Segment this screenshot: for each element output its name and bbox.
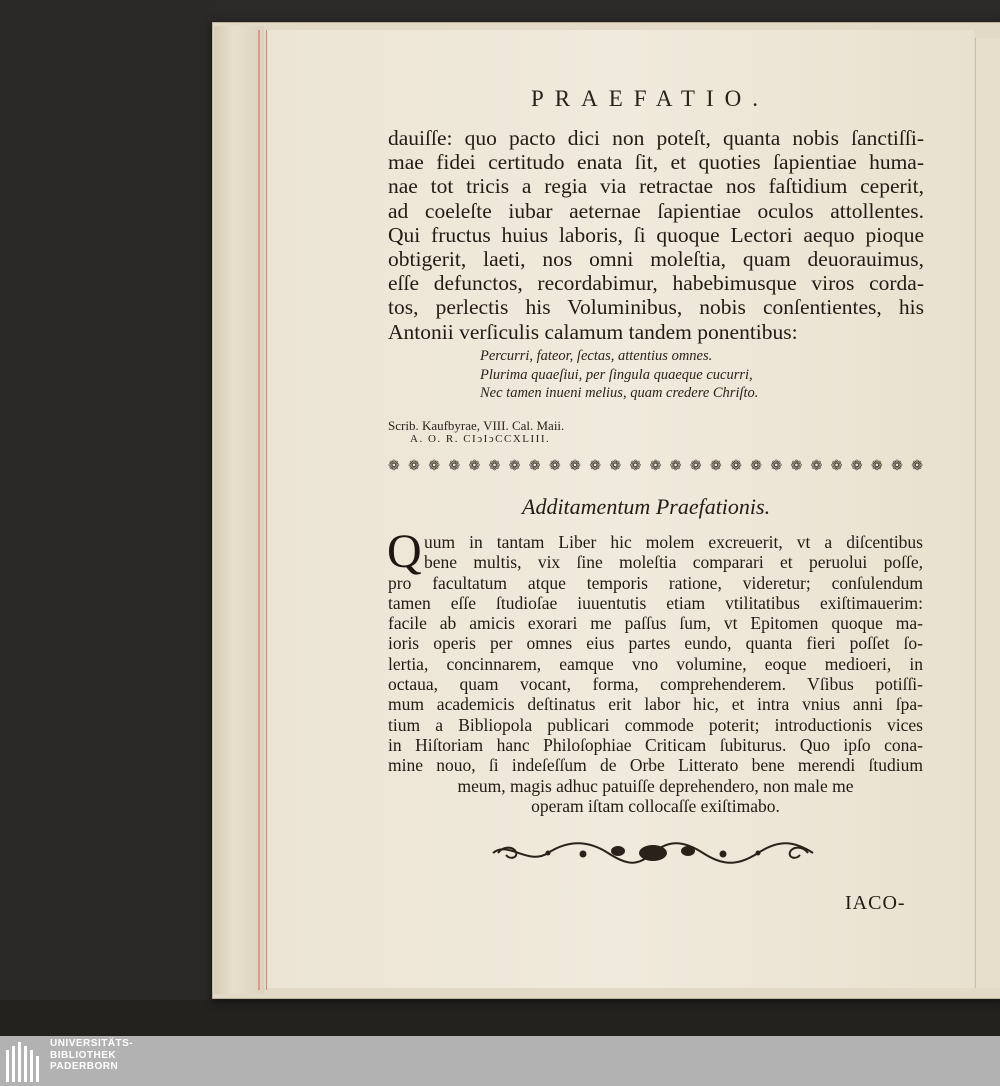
text-line: obtigerit, laeti, nos omni moleſtia, quam deuorauimus, xyxy=(388,247,924,272)
rosette-icon: ❁ xyxy=(448,459,461,474)
text-line: meum, magis adhuc patuiſſe deprehendero, non male me xyxy=(457,775,854,796)
text-line: dauiſſe: quo pacto dici non poteſt, quanta nobis ſanctiſſi- xyxy=(388,126,924,150)
rosette-icon: ❁ xyxy=(850,459,863,474)
rosette-icon: ❁ xyxy=(810,459,823,474)
library-footer-bar xyxy=(0,1036,1000,1086)
rosette-icon: ❁ xyxy=(891,459,903,474)
library-name-line: UNIVERSITÄTS- xyxy=(50,1038,134,1049)
rosette-icon: ❁ xyxy=(609,459,622,474)
text-line: Antonii verſiculis calamum tandem ponentibus: xyxy=(388,319,798,344)
library-logo-icon xyxy=(4,1042,46,1082)
running-header: PRAEFATIO. xyxy=(530,86,769,111)
library-name-line: PADERBORN xyxy=(50,1061,119,1072)
rosette-icon: ❁ xyxy=(830,459,843,474)
rosette-icon: ❁ xyxy=(528,459,541,474)
rosette-icon: ❁ xyxy=(649,459,662,474)
text-line: octaua, quam vocant, forma, comprehenderem. Vſibus potiſſi- xyxy=(388,674,923,695)
text-line: nae tot tricis a regia via retractae nos faſtidium ceperit, xyxy=(388,174,924,199)
library-name-line: BIBLIOTHEK xyxy=(50,1049,117,1061)
text-line: ioris operis per omnes eius partes eundo, quanta fieri poſſet ſo- xyxy=(388,633,923,654)
rosette-icon: ❁ xyxy=(468,459,481,474)
drop-cap: Q xyxy=(387,525,422,578)
rosette-divider xyxy=(388,458,923,475)
rosette-icon: ❁ xyxy=(508,459,521,474)
text-line: mae fidei certitudo enata ſit, et quoties ſapientiae huma- xyxy=(388,150,924,175)
text-line: facile ab amicis exorari me paſſus ſum, vt Epitomen quoque ma- xyxy=(388,613,923,634)
text-line: Qui fructus huius laboris, ſi quoque Lectori aequo pioque xyxy=(388,222,924,247)
rosette-icon: ❁ xyxy=(428,459,440,474)
text-line: ad coeleſte iubar aeternae ſapientiae oculos attollentes. xyxy=(388,198,924,223)
preface-paragraph xyxy=(388,126,924,344)
text-line: mine nouo, ſi indeſeſſum de Orbe Litterato bene merendi ſtudium xyxy=(388,755,923,776)
section-title: Additamentum Praefationis. xyxy=(522,494,771,519)
margin-rule xyxy=(258,30,260,990)
verse-line: Nec tamen inueni melius, quam credere Chriſto. xyxy=(480,385,759,402)
rosette-icon: ❁ xyxy=(871,459,883,474)
facing-page-edge xyxy=(975,38,1000,988)
rosette-icon: ❁ xyxy=(770,459,783,474)
page-edges xyxy=(214,26,264,994)
text-line: operam iſtam collocaſſe exiſtimabo. xyxy=(531,795,780,816)
rosette-icon: ❁ xyxy=(790,459,803,474)
catchword: IACO- xyxy=(845,892,906,914)
rosette-icon: ❁ xyxy=(710,459,722,474)
rosette-icon: ❁ xyxy=(388,459,400,474)
text-line: bene multis, vix ſine moleſtia comparari et peruolui poſſe, xyxy=(424,552,923,573)
ornament-vignette xyxy=(488,838,818,868)
text-line: tos, perlectis his Voluminibus, nobis conſentientes, his xyxy=(388,295,924,320)
verse-line: Percurri, fateor, ſectas, attentius omnes. xyxy=(480,348,713,364)
text-line: tamen eſſe ſtudioſae iuuentutis etiam vtilitatibus exiſtimauerim: xyxy=(388,592,923,613)
dateline-year: A. O. R. CIↄIↄCCXLIII. xyxy=(410,433,551,445)
rosette-icon: ❁ xyxy=(589,459,601,474)
library-name xyxy=(50,1038,133,1073)
rosette-icon: ❁ xyxy=(569,459,581,474)
rosette-icon: ❁ xyxy=(549,459,561,474)
text-line: pro facultatum atque temporis ratione, videretur; conſulendum xyxy=(388,572,923,593)
dark-background-bottom xyxy=(0,1000,1000,1040)
rosette-icon: ❁ xyxy=(488,459,501,474)
text-line: tium a Bibliopola publicari commode poterit; introductionis vices xyxy=(388,714,923,735)
verse-line: Plurima quaeſiui, per ſingula quaeque cucurri, xyxy=(480,366,753,383)
dateline: Scrib. Kaufbyrae, VIII. Cal. Maii. xyxy=(388,418,565,433)
additamentum-paragraph xyxy=(388,532,923,816)
rosette-icon: ❁ xyxy=(750,459,762,474)
text-line: uum in tantam Liber hic molem excreuerit, vt a diſcentibus xyxy=(424,532,923,552)
rosette-icon: ❁ xyxy=(669,459,682,474)
text-line: lertia, concinnarem, eamque vno volumine, eoque medioeri, in xyxy=(388,653,923,674)
rosette-icon: ❁ xyxy=(408,459,420,474)
text-line: mum academicis deſtinatus erit labor hic, et intra vnius anni ſpa- xyxy=(388,694,923,715)
text-line: eſſe defunctos, recordabimur, habebimusque viros corda- xyxy=(388,271,924,296)
rosette-icon: ❁ xyxy=(629,459,642,474)
text-line: in Hiſtoriam hanc Philoſophiae Criticam ſubiturus. Quo ipſo cona- xyxy=(388,734,923,755)
rosette-icon: ❁ xyxy=(911,459,923,474)
margin-rule xyxy=(266,30,267,990)
dark-background-left xyxy=(0,0,215,1040)
rosette-icon: ❁ xyxy=(689,459,702,474)
verse-quotation xyxy=(480,347,758,403)
rosette-icon: ❁ xyxy=(730,459,742,474)
